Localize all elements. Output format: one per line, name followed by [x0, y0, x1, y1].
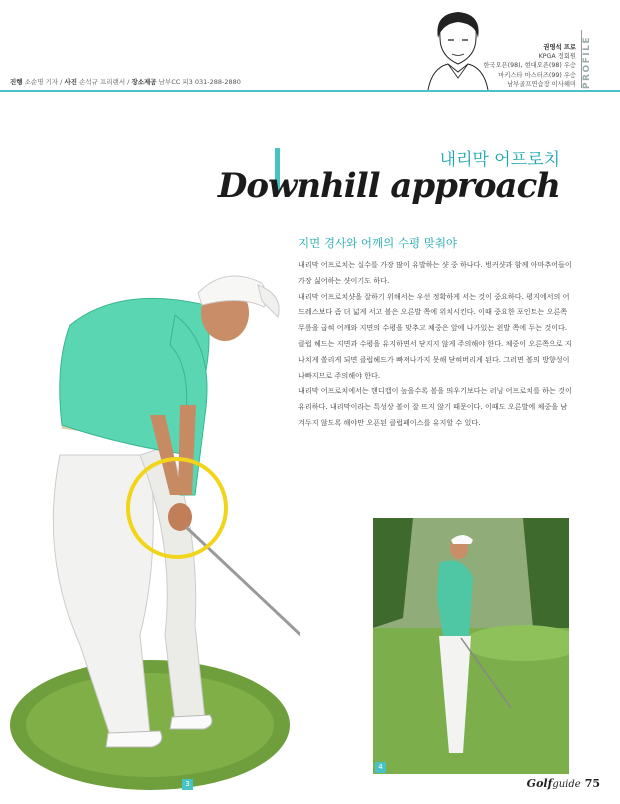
figure-number-4: 4	[375, 762, 386, 773]
body-paragraph: 클럽 헤드는 지면과 수평을 유지하면서 닫지지 않게 주의해야 한다. 체중이 오른쪽으로 지나치게 쏠리게 되면 클럽헤드가 빠져나가지 못해 닫혀버리게 된다. 그러면 볼의 방향성이 나빠지므로 주의해야 한다.	[298, 338, 572, 380]
section-subtitle: 지면 경사와 어깨의 수평 맞춰야	[298, 236, 458, 250]
title-korean: 내리막 어프로치	[439, 150, 560, 170]
title-english: Downhill approach	[217, 166, 560, 206]
profile-line: 남부골프연습장 이사헤미	[507, 80, 576, 88]
credit-photographer: 손석규 프리랜서	[79, 78, 126, 86]
page-number: 75	[584, 777, 600, 790]
figure-number-3: 3	[182, 779, 193, 790]
body-paragraph: 내리막 어프로치샷을 잘하기 위해서는 우선 정확하게 서는 것이 중요하다. 평지에서의 어드레스보다 좀 더 넓게 서고 볼은 오른발 쪽에 위치시킨다. 이때 중요한 포인트는 오른쪽 무릎을 굽혀 어깨와 지면의 수평을 맞추고 체중은 앞에 나가있는 왼발 쪽에 두는 것이다.	[298, 291, 570, 333]
page-footer	[527, 777, 600, 790]
footer-brand-golf: Golf	[526, 777, 553, 790]
profile-line: 한국오픈(98), 현대오픈(98) 우승	[483, 62, 576, 70]
credit-label-venue: 장소제공	[131, 78, 157, 86]
credit-label-photo: 사진	[64, 78, 77, 86]
profile-name: 권영석 프로	[543, 44, 576, 51]
main-golfer-photo	[0, 255, 300, 795]
secondary-golfer-photo	[373, 518, 569, 774]
credit-editor: 소순명 기자	[24, 78, 59, 86]
profile-line: KPGA 정회원	[538, 53, 576, 61]
footer-brand-guide: guide	[552, 779, 581, 790]
body-paragraph: 내리막 어프로치는 실수를 가장 많이 유발하는 샷 중 하나다. 벙커샷과 함께 아마추어들이 가장 싫어하는 샷이기도 하다.	[298, 260, 572, 285]
body-paragraph: 내리막 어프로치에서는 핸디캡이 높을수록 볼을 띄우기보다는 러닝 어프로치를 하는 것이 유리하다. 내리막이라는 특성상 볼이 잘 뜨지 않기 때문이다. 이때도 오른발에 체중을 남겨두지 않도록 해야만 오픈된 클럽페이스를 유지할 수 있다.	[298, 386, 572, 427]
secondary-photo-scene	[373, 518, 569, 774]
profile-info	[483, 43, 576, 89]
profile-line: 마키스타 마스터즈(99) 우승	[498, 71, 576, 79]
article-body	[298, 257, 572, 431]
header-rule	[0, 90, 620, 92]
profile-tab-label: PROFILE	[582, 36, 592, 90]
credit-venue: 남부CC 피3 031-288-2880	[158, 78, 241, 86]
credits-line: 진행 소순명 기자 / 사진 손석규 프리랜서 / 장소제공 남부CC 피3 031-288-2880	[10, 78, 241, 86]
credit-label-editor: 진행	[10, 78, 23, 86]
